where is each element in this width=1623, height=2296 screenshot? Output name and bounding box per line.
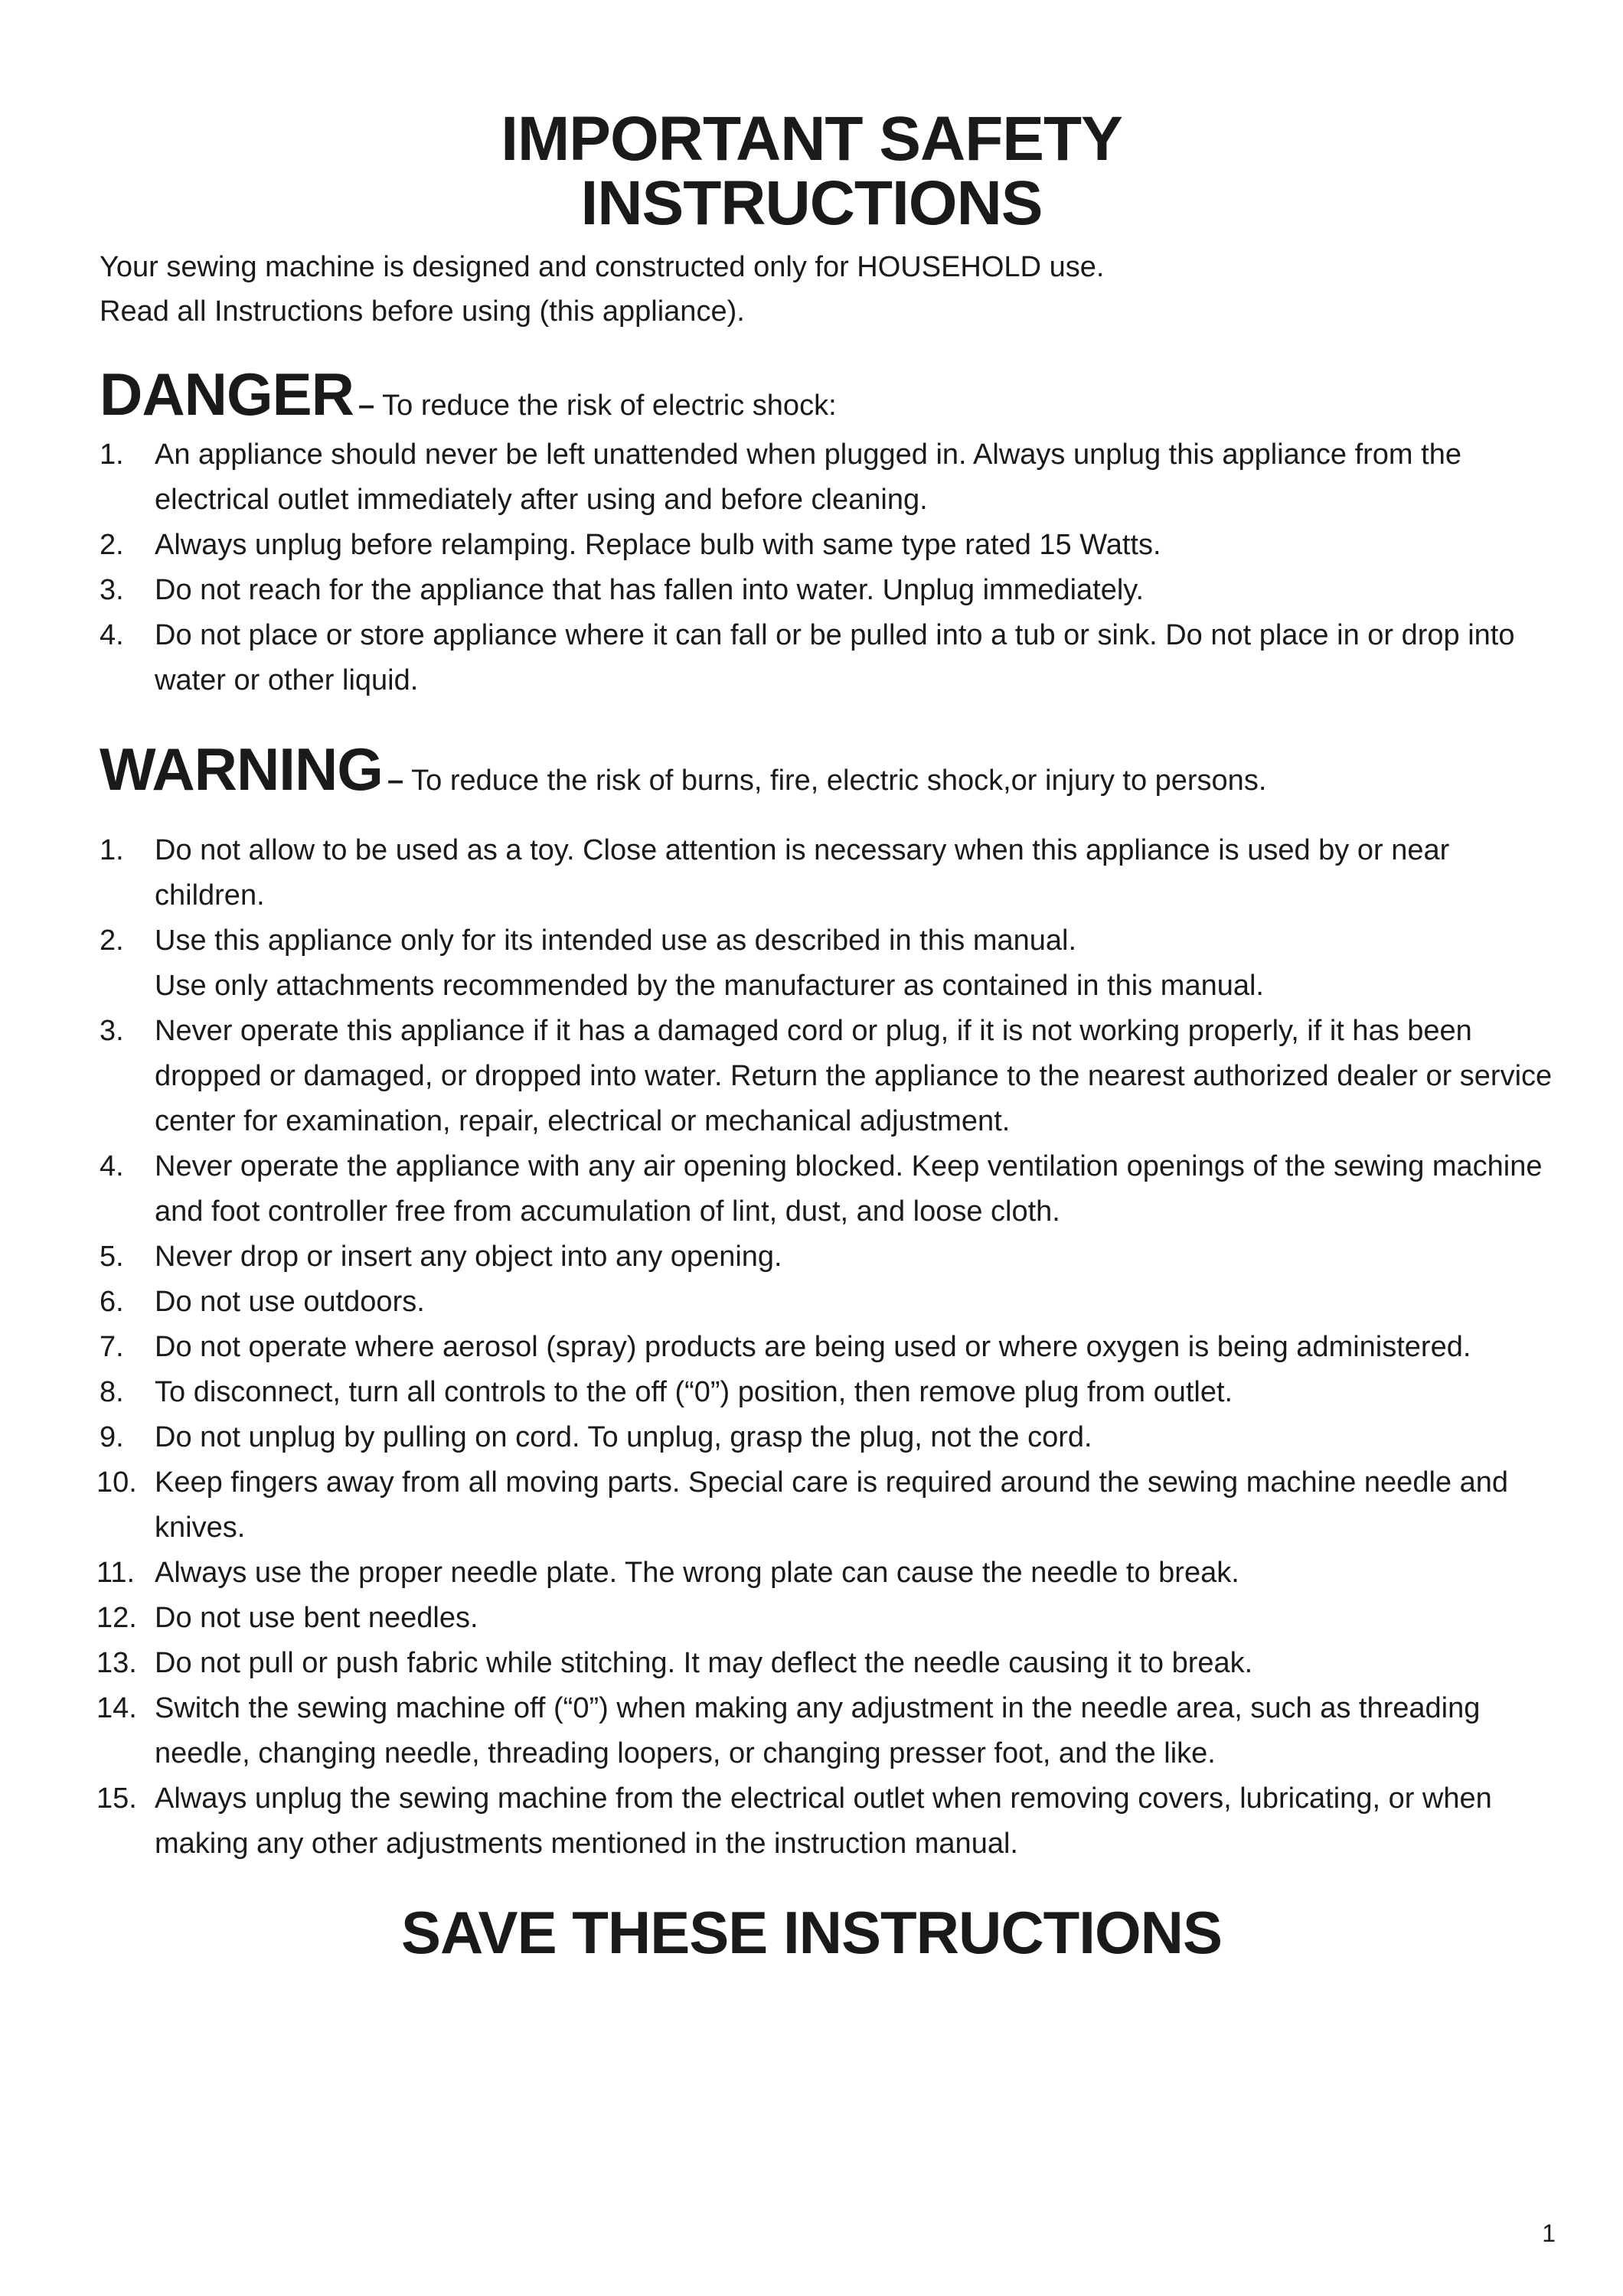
list-item [100, 432, 1554, 523]
danger-dash: – [358, 390, 375, 422]
item-text: Never drop or insert any object into any opening. [155, 1241, 782, 1273]
item-number: 2. [100, 925, 124, 957]
item-number: 10. [96, 1466, 137, 1499]
item-number: 8. [100, 1376, 124, 1408]
item-number: 2. [100, 529, 124, 561]
warning-dash: – [387, 765, 404, 797]
list-item [96, 1686, 1554, 1776]
list-item [100, 1325, 1554, 1370]
item-number: 1. [100, 439, 124, 471]
item-text: An appliance should never be left unattended when plugged in. Always unplug this appliance from the electrical outlet immediately after using and before cleaning. [155, 439, 1461, 516]
item-text: Do not place or store appliance where it can fall or be pulled into a tub or sink. Do not place in or drop into water or other liquid. [155, 619, 1515, 696]
item-text: Use this appliance only for its intended use as described in this manual. [155, 925, 1077, 957]
intro-line-1: Your sewing machine is designed and constructed only for HOUSEHOLD use. [100, 251, 1105, 283]
item-text: Do not unplug by pulling on cord. To unplug, grasp the plug, not the cord. [155, 1421, 1092, 1453]
list-item [100, 1009, 1554, 1144]
danger-subtitle: To reduce the risk of electric shock: [382, 390, 837, 422]
item-text: Never operate this appliance if it has a damaged cord or plug, if it is not working properly, if it has been dropped or damaged, or dropped into water. Return the appliance to the nearest authorized dealer or service center for examination, repair, electrical or mechanical adjustment. [155, 1015, 1553, 1137]
list-item [100, 918, 1554, 1009]
list-item [100, 1370, 1554, 1415]
item-number: 12. [96, 1602, 137, 1634]
warning-list [96, 828, 1554, 1867]
item-text: Always unplug the sewing machine from the electrical outlet when removing covers, lubricating, or when making any other adjustments mentioned in the instruction manual. [155, 1782, 1492, 1860]
item-number: 15. [96, 1782, 137, 1815]
page-title-line-1: IMPORTANT SAFETY [501, 104, 1122, 174]
danger-heading [100, 360, 1554, 429]
list-item [96, 1596, 1554, 1641]
item-text: Do not allow to be used as a toy. Close attention is necessary when this appliance is used by or near children. [155, 834, 1450, 912]
item-text: Switch the sewing machine off (“0”) when making any adjustment in the needle area, such as threading needle, changing needle, threading loopers, or changing presser foot, and the like. [155, 1692, 1481, 1769]
item-number: 4. [100, 1150, 124, 1182]
item-text: Do not use bent needles. [155, 1602, 478, 1634]
warning-title: WARNING [100, 735, 383, 803]
danger-title: DANGER [100, 360, 354, 428]
item-text: Never operate the appliance with any air opening blocked. Keep ventilation openings of the sewing machine and foot controller free from accumulation of lint, dust, and loose cloth. [155, 1150, 1543, 1228]
list-item [100, 1415, 1554, 1460]
list-item [100, 1280, 1554, 1325]
item-number: 11. [96, 1557, 136, 1589]
item-text-continued: Use only attachments recommended by the manufacturer as contained in this manual. [155, 970, 1264, 1002]
item-text: To disconnect, turn all controls to the off (“0”) position, then remove plug from outlet. [155, 1376, 1233, 1408]
page-number: 1 [1542, 2219, 1556, 2247]
item-number: 14. [96, 1692, 137, 1724]
item-number: 6. [100, 1286, 124, 1318]
item-text: Do not reach for the appliance that has fallen into water. Unplug immediately. [155, 574, 1145, 606]
list-item [100, 568, 1554, 613]
item-text: Always use the proper needle plate. The wrong plate can cause the needle to break. [155, 1557, 1239, 1589]
item-text: Keep fingers away from all moving parts. Special care is required around the sewing machine needle and knives. [155, 1466, 1508, 1544]
list-item [100, 1144, 1554, 1234]
item-number: 1. [100, 834, 124, 866]
item-number: 5. [100, 1241, 124, 1273]
item-text: Always unplug before relamping. Replace bulb with same type rated 15 Watts. [155, 529, 1161, 561]
item-number: 7. [100, 1331, 124, 1363]
item-number: 3. [100, 1015, 124, 1047]
item-number: 9. [100, 1421, 124, 1453]
page-title-line-2: INSTRUCTIONS [580, 168, 1043, 238]
list-item [100, 523, 1554, 568]
list-item [100, 828, 1554, 918]
item-number: 4. [100, 619, 124, 651]
item-text: Do not pull or push fabric while stitching. It may deflect the needle causing it to break. [155, 1647, 1253, 1679]
list-item [96, 1460, 1554, 1551]
intro-line-2: Read all Instructions before using (this appliance). [100, 295, 745, 328]
warning-heading [100, 735, 1554, 804]
list-item [96, 1776, 1554, 1867]
list-item [96, 1551, 1554, 1596]
warning-subtitle: To reduce the risk of burns, fire, electric shock,or injury to persons. [411, 765, 1267, 797]
save-instructions-heading: SAVE THESE INSTRUCTIONS [400, 1899, 1222, 1966]
list-item [100, 613, 1554, 703]
list-item [100, 1234, 1554, 1280]
danger-list [100, 432, 1554, 703]
item-text: Do not use outdoors. [155, 1286, 425, 1318]
item-number: 3. [100, 574, 124, 606]
item-text: Do not operate where aerosol (spray) products are being used or where oxygen is being administered. [155, 1331, 1471, 1363]
item-number: 13. [96, 1647, 137, 1679]
list-item [96, 1641, 1554, 1686]
